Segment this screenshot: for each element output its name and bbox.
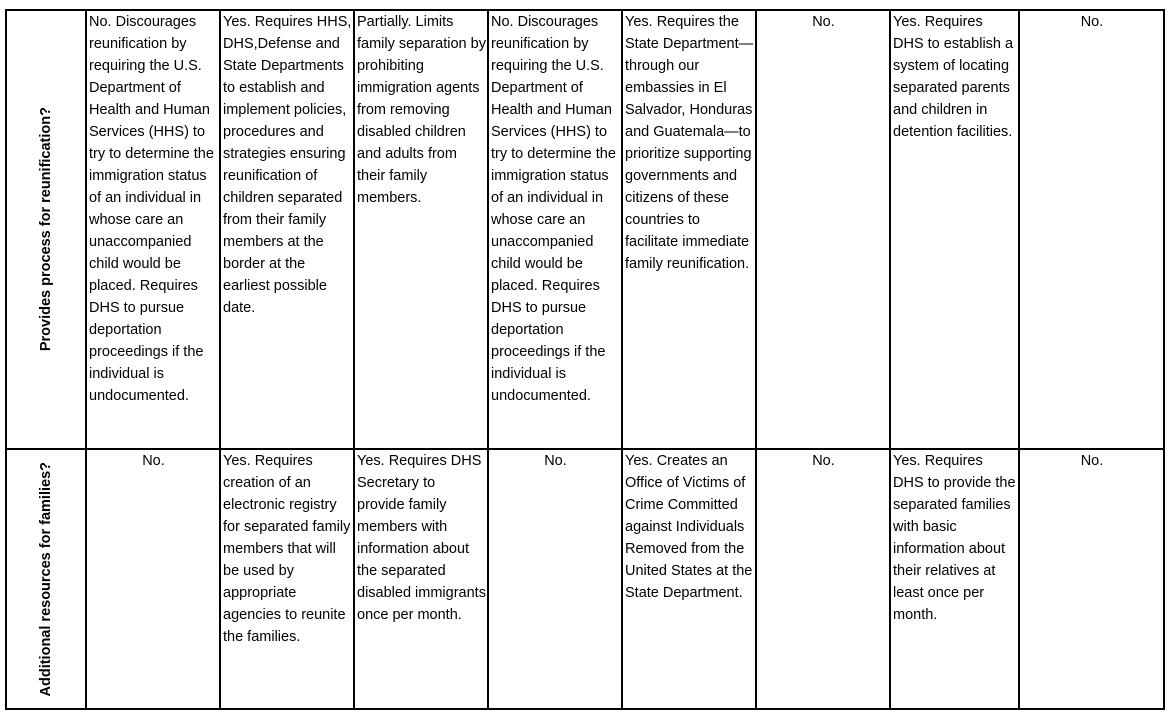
table-cell: Yes. Requires DHS to establish a system of locating separated parents and children in detention facilities. — [890, 10, 1019, 449]
comparison-table-wrapper — [5, 9, 1165, 710]
table-cell: No. — [1019, 10, 1164, 449]
table-cell: Yes. Creates an Office of Victims of Crime Committed against Individuals Removed from the United States at the State Department. — [622, 449, 756, 709]
table-cell: No. — [86, 449, 220, 709]
table-cell: Yes. Requires creation of an electronic registry for separated family members that will be used by appropriate agencies to reunite the families. — [220, 449, 354, 709]
row-header-text: Additional resources for families? — [38, 461, 54, 697]
table-row-reunification — [6, 10, 1164, 449]
table-cell: No. — [756, 10, 890, 449]
row-header-text: Provides process for reunification? — [38, 107, 54, 352]
table-cell: Yes. Requires HHS, DHS,Defense and State Departments to establish and implement policies, procedures and strategies ensuring reunification of children separated from their family members at the border at the earliest possible date. — [220, 10, 354, 449]
table-cell: No. Discourages reunification by requiring the U.S. Department of Health and Human Services (HHS) to try to determine the immigration status of an individual in whose care an unaccompanied child would be placed. Requires DHS to pursue deportation proceedings if the individual is undocumented. — [86, 10, 220, 449]
table-cell: No. — [756, 449, 890, 709]
row-header-reunification — [6, 10, 86, 449]
table-cell: Yes. Requires DHS Secretary to provide family members with information about the separated disabled immigrants once per month. — [354, 449, 488, 709]
table-cell: No. — [488, 449, 622, 709]
table-cell: Yes. Requires the State Department—through our embassies in El Salvador, Honduras and Guatemala—to prioritize supporting governments and citizens of these countries to facilitate immediate family reunification. — [622, 10, 756, 449]
table-cell: No. Discourages reunification by requiring the U.S. Department of Health and Human Services (HHS) to try to determine the immigration status of an individual in whose care an unaccompanied child would be placed. Requires DHS to pursue deportation proceedings if the individual is undocumented. — [488, 10, 622, 449]
table-cell: Partially. Limits family separation by prohibiting immigration agents from removing disabled children and adults from their family members. — [354, 10, 488, 449]
table-row-resources — [6, 449, 1164, 709]
row-header-resources — [6, 449, 86, 709]
table-cell: No. — [1019, 449, 1164, 709]
comparison-table — [5, 9, 1165, 710]
table-cell: Yes. Requires DHS to provide the separated families with basic information about their relatives at least once per month. — [890, 449, 1019, 709]
